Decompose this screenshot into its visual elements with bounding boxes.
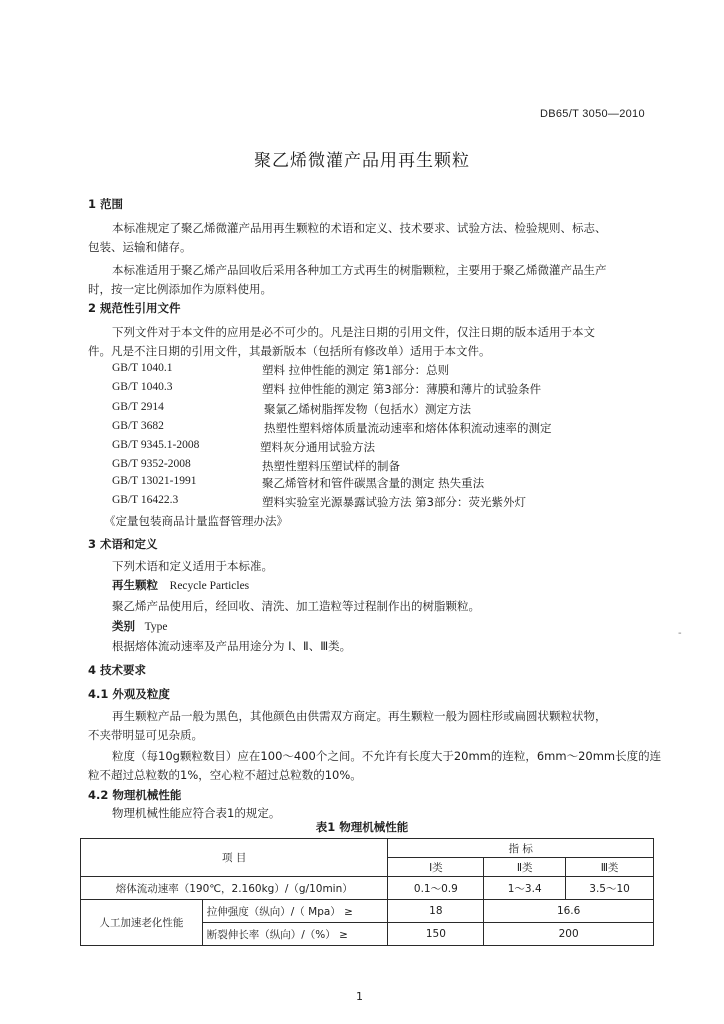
table-header-row: [81, 839, 654, 858]
table-caption: 表1 物理机械性能: [315, 820, 409, 834]
section-4-2-heading: 4.2 物理机械性能: [88, 788, 182, 802]
section-1-paragraph-1-line-2: 包装、运输和储存。: [88, 240, 192, 254]
reference-code: GB/T 16422.3: [112, 494, 179, 506]
header-class-1: Ⅰ类: [388, 858, 484, 877]
term-2-english: Type: [144, 621, 168, 633]
reference-title: 聚氯乙烯树脂挥发物（包括水）测定方法: [264, 402, 471, 416]
table-cell: 16.6: [484, 900, 654, 923]
table-row: [81, 900, 654, 923]
section-1-paragraph-2-line-2: 时，按一定比例添加作为原料使用。: [88, 282, 272, 296]
reference-code: GB/T 2914: [112, 401, 164, 413]
reference-regulation: 《定量包装商品计量监督管理办法》: [104, 514, 288, 528]
table-cell: 0.1～0.9: [388, 877, 484, 900]
section-2-paragraph-line-2: 件。凡是不注日期的引用文件，其最新版本（包括所有修改单）适用于本文件。: [88, 344, 491, 358]
term-2-definition: 根据熔体流动速率及产品用途分为 Ⅰ、Ⅱ、Ⅲ类。: [112, 639, 352, 653]
section-3-intro: 下列术语和定义适用于本标准。: [112, 559, 273, 573]
term-2: [112, 618, 167, 634]
section-1-heading: 1 范围: [88, 197, 124, 211]
table-cell: 150: [388, 923, 484, 946]
section-4-1-paragraph-2-line-2: 粒不超过总粒数的1%，空心粒不超过总粒数的10%。: [88, 768, 362, 782]
section-4-1-heading: 4.1 外观及粒度: [88, 687, 170, 701]
reference-title: 聚乙烯管材和管件碳黑含量的测定 热失重法: [262, 476, 485, 490]
section-4-heading: 4 技术要求: [88, 663, 147, 677]
reference-code: GB/T 1040.3: [112, 381, 173, 393]
reference-code: GB/T 13021-1991: [112, 475, 197, 487]
term-1-chinese: 再生颗粒: [112, 578, 158, 592]
reference-title: 塑料实验室光源暴露试验方法 第3部分：荧光紫外灯: [262, 495, 526, 509]
section-1-paragraph-2-line-1: 本标准适用于聚乙烯产品回收后采用各种加工方式再生的树脂颗粒，主要用于聚乙烯微灌产品生产: [112, 263, 607, 277]
table-row: [81, 877, 654, 900]
term-2-chinese: 类别: [112, 619, 135, 633]
reference-code: GB/T 1040.1: [112, 362, 173, 374]
reference-code: GB/T 9345.1-2008: [112, 439, 200, 451]
header-index: 指 标: [388, 839, 654, 858]
row-label: 熔体流动速率（190℃，2.160kg）/（g/10min）: [81, 877, 388, 900]
section-2-heading: 2 规范性引用文件: [88, 301, 181, 315]
section-1-paragraph-1-line-1: 本标准规定了聚乙烯微灌产品用再生颗粒的术语和定义、技术要求、试验方法、检验规则、标志、: [112, 221, 607, 235]
page-number: 1: [356, 990, 363, 1003]
header-class-3: Ⅲ类: [566, 858, 654, 877]
page-title: 聚乙烯微灌产品用再生颗粒: [254, 151, 470, 171]
section-4-1-paragraph-1-line-2: 不夹带明显可见杂质。: [88, 728, 203, 742]
table-cell: 18: [388, 900, 484, 923]
scan-mark: -: [678, 628, 682, 639]
reference-title: 塑料 拉伸性能的测定 第1部分：总则: [262, 363, 450, 377]
reference-code: GB/T 9352-2008: [112, 458, 191, 470]
term-1: [112, 577, 249, 593]
section-2-paragraph-line-1: 下列文件对于本文件的应用是必不可少的。凡是注日期的引用文件，仅注日期的版本适用于本文: [112, 325, 595, 339]
reference-code: GB/T 3682: [112, 420, 164, 432]
reference-title: 塑料 拉伸性能的测定 第3部分：薄膜和薄片的试验条件: [262, 382, 542, 396]
table-cell: 200: [484, 923, 654, 946]
row-label: 断裂伸长率（纵向）/（%） ≥: [202, 923, 388, 946]
table-cell: 1～3.4: [484, 877, 566, 900]
section-4-1-paragraph-2-line-1: 粒度（每10g颗粒数目）应在100～400个之间。不允许有长度大于20mm的连粒，6mm～20mm长度的连: [112, 749, 662, 763]
term-1-english: Recycle Particles: [169, 580, 250, 592]
reference-title: 热塑性塑料熔体质量流动速率和熔体体积流动速率的测定: [264, 421, 552, 435]
document-code: DB65/T 3050—2010: [540, 108, 645, 120]
term-1-definition: 聚乙烯产品使用后，经回收、清洗、加工造粒等过程制作出的树脂颗粒。: [112, 599, 480, 613]
row-group-label: 人工加速老化性能: [81, 900, 203, 946]
section-3-heading: 3 术语和定义: [88, 537, 158, 551]
header-item: 项 目: [81, 839, 388, 877]
section-4-2-paragraph: 物理机械性能应符合表1的规定。: [112, 806, 281, 820]
properties-table: [80, 838, 654, 946]
reference-title: 塑料灰分通用试验方法: [260, 440, 375, 454]
header-class-2: Ⅱ类: [484, 858, 566, 877]
section-4-1-paragraph-1-line-1: 再生颗粒产品一般为黑色，其他颜色由供需双方商定。再生颗粒一般为圆柱形或扁圆状颗粒状物，: [112, 709, 607, 723]
row-label: 拉伸强度（纵向）/（ Mpa） ≥: [202, 900, 388, 923]
table-cell: 3.5～10: [566, 877, 654, 900]
reference-title: 热塑性塑料压塑试样的制备: [262, 459, 400, 473]
